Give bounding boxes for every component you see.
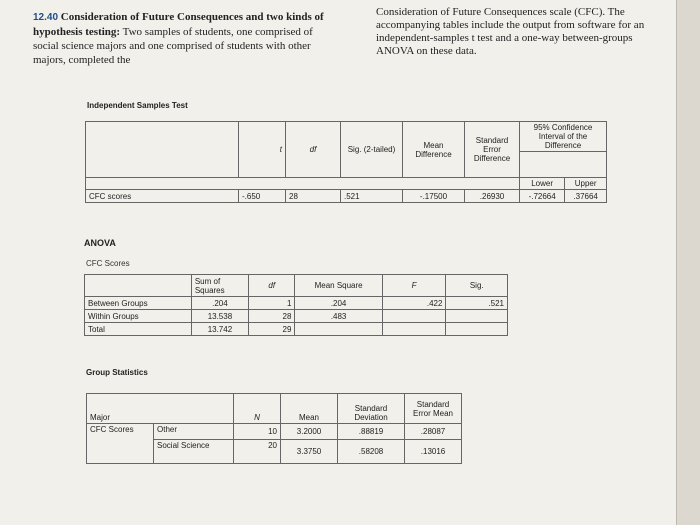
anova-cell-f xyxy=(382,323,446,336)
table-row xyxy=(85,297,508,310)
gs-cell-sd: .58208 xyxy=(338,440,405,464)
header-df: df xyxy=(286,122,341,178)
anova-row-label: Between Groups xyxy=(85,297,192,310)
gs-row-label: CFC Scores xyxy=(87,424,154,464)
anova-table xyxy=(84,274,508,336)
problem-text xyxy=(33,10,333,67)
cell-t: -.650 xyxy=(239,190,286,203)
intro-text: Consideration of Future Consequences scale (CFC). The accompanying tables include the output from software for an independent-samples t test and a one-way between-groups ANOVA on these data. xyxy=(376,6,645,57)
header-t: t xyxy=(239,122,286,178)
anova-title: ANOVA xyxy=(84,238,116,248)
cell-mean-diff: -.17500 xyxy=(403,190,465,203)
anova-cell-sig xyxy=(446,310,508,323)
gs-group: Other xyxy=(154,424,234,440)
gs-cell-sem: .28087 xyxy=(405,424,462,440)
gs-header-n: N xyxy=(234,394,281,424)
problem-number: 12.40 xyxy=(33,12,59,23)
anova-cell-df: 29 xyxy=(249,323,295,336)
table-row xyxy=(87,424,462,440)
anova-row-label: Within Groups xyxy=(85,310,192,323)
table-row xyxy=(85,323,508,336)
group-stats-table xyxy=(86,393,462,464)
gs-header-sd: Standard Deviation xyxy=(338,394,405,424)
problem-body: Two samples of students, one comprised of social science majors and one comprised of students with other majors, completed the xyxy=(33,26,313,66)
cell-lower: -.72664 xyxy=(520,190,565,203)
anova-cell-ss: 13.742 xyxy=(191,323,248,336)
independent-samples-table xyxy=(85,121,607,215)
anova-cell-sig: .521 xyxy=(446,297,508,310)
header-mean-diff: Mean Difference xyxy=(403,122,465,178)
problem-title: Consideration of Future Consequences and two kinds of hypothesis testing: xyxy=(33,11,324,38)
anova-cell-df: 1 xyxy=(249,297,295,310)
anova-header-df: df xyxy=(249,275,295,297)
gs-cell-mean: 3.3750 xyxy=(281,440,338,464)
table-row xyxy=(86,190,607,203)
header-blank xyxy=(86,122,239,178)
cell-se-diff: .26930 xyxy=(465,190,520,203)
header-upper: Upper xyxy=(565,178,607,190)
anova-cell-ss: .204 xyxy=(191,297,248,310)
gs-group: Social Science xyxy=(154,440,234,464)
cell-sig: .521 xyxy=(341,190,403,203)
gs-cell-sem: .13016 xyxy=(405,440,462,464)
anova-header-sig: Sig. xyxy=(446,275,508,297)
anova-cell-f xyxy=(382,310,446,323)
anova-cell-df: 28 xyxy=(249,310,295,323)
cell-df: 28 xyxy=(286,190,341,203)
row-label: CFC scores xyxy=(86,190,239,203)
anova-cell-f: .422 xyxy=(382,297,446,310)
table-row xyxy=(85,310,508,323)
anova-header-ms: Mean Square xyxy=(295,275,382,297)
anova-row-label: Total xyxy=(85,323,192,336)
anova-cell-ss: 13.538 xyxy=(191,310,248,323)
header-se-diff: Standard Error Difference xyxy=(465,122,520,178)
header-sig: Sig. (2-tailed) xyxy=(341,122,403,178)
anova-subtitle: CFC Scores xyxy=(86,259,130,268)
anova-header-ss: Sum of Squares xyxy=(191,275,248,297)
gs-cell-n: 20 xyxy=(234,440,281,464)
anova-cell-ms: .204 xyxy=(295,297,382,310)
anova-cell-ms: .483 xyxy=(295,310,382,323)
cell-upper: .37664 xyxy=(565,190,607,203)
gs-header-mean: Mean xyxy=(281,394,338,424)
gs-header-major: Major xyxy=(87,394,234,424)
gs-cell-sd: .88819 xyxy=(338,424,405,440)
gs-cell-mean: 3.2000 xyxy=(281,424,338,440)
anova-cell-sig xyxy=(446,323,508,336)
gs-cell-n: 10 xyxy=(234,424,281,440)
group-stats-title: Group Statistics xyxy=(86,368,148,377)
header-lower: Lower xyxy=(520,178,565,190)
independent-samples-title: Independent Samples Test xyxy=(87,101,188,110)
anova-cell-ms xyxy=(295,323,382,336)
header-ci: 95% Confidence Interval of the Difference xyxy=(520,122,607,152)
gs-header-sem: Standard Error Mean xyxy=(405,394,462,424)
anova-header-f: F xyxy=(382,275,446,297)
handwritten-margin xyxy=(676,0,700,525)
